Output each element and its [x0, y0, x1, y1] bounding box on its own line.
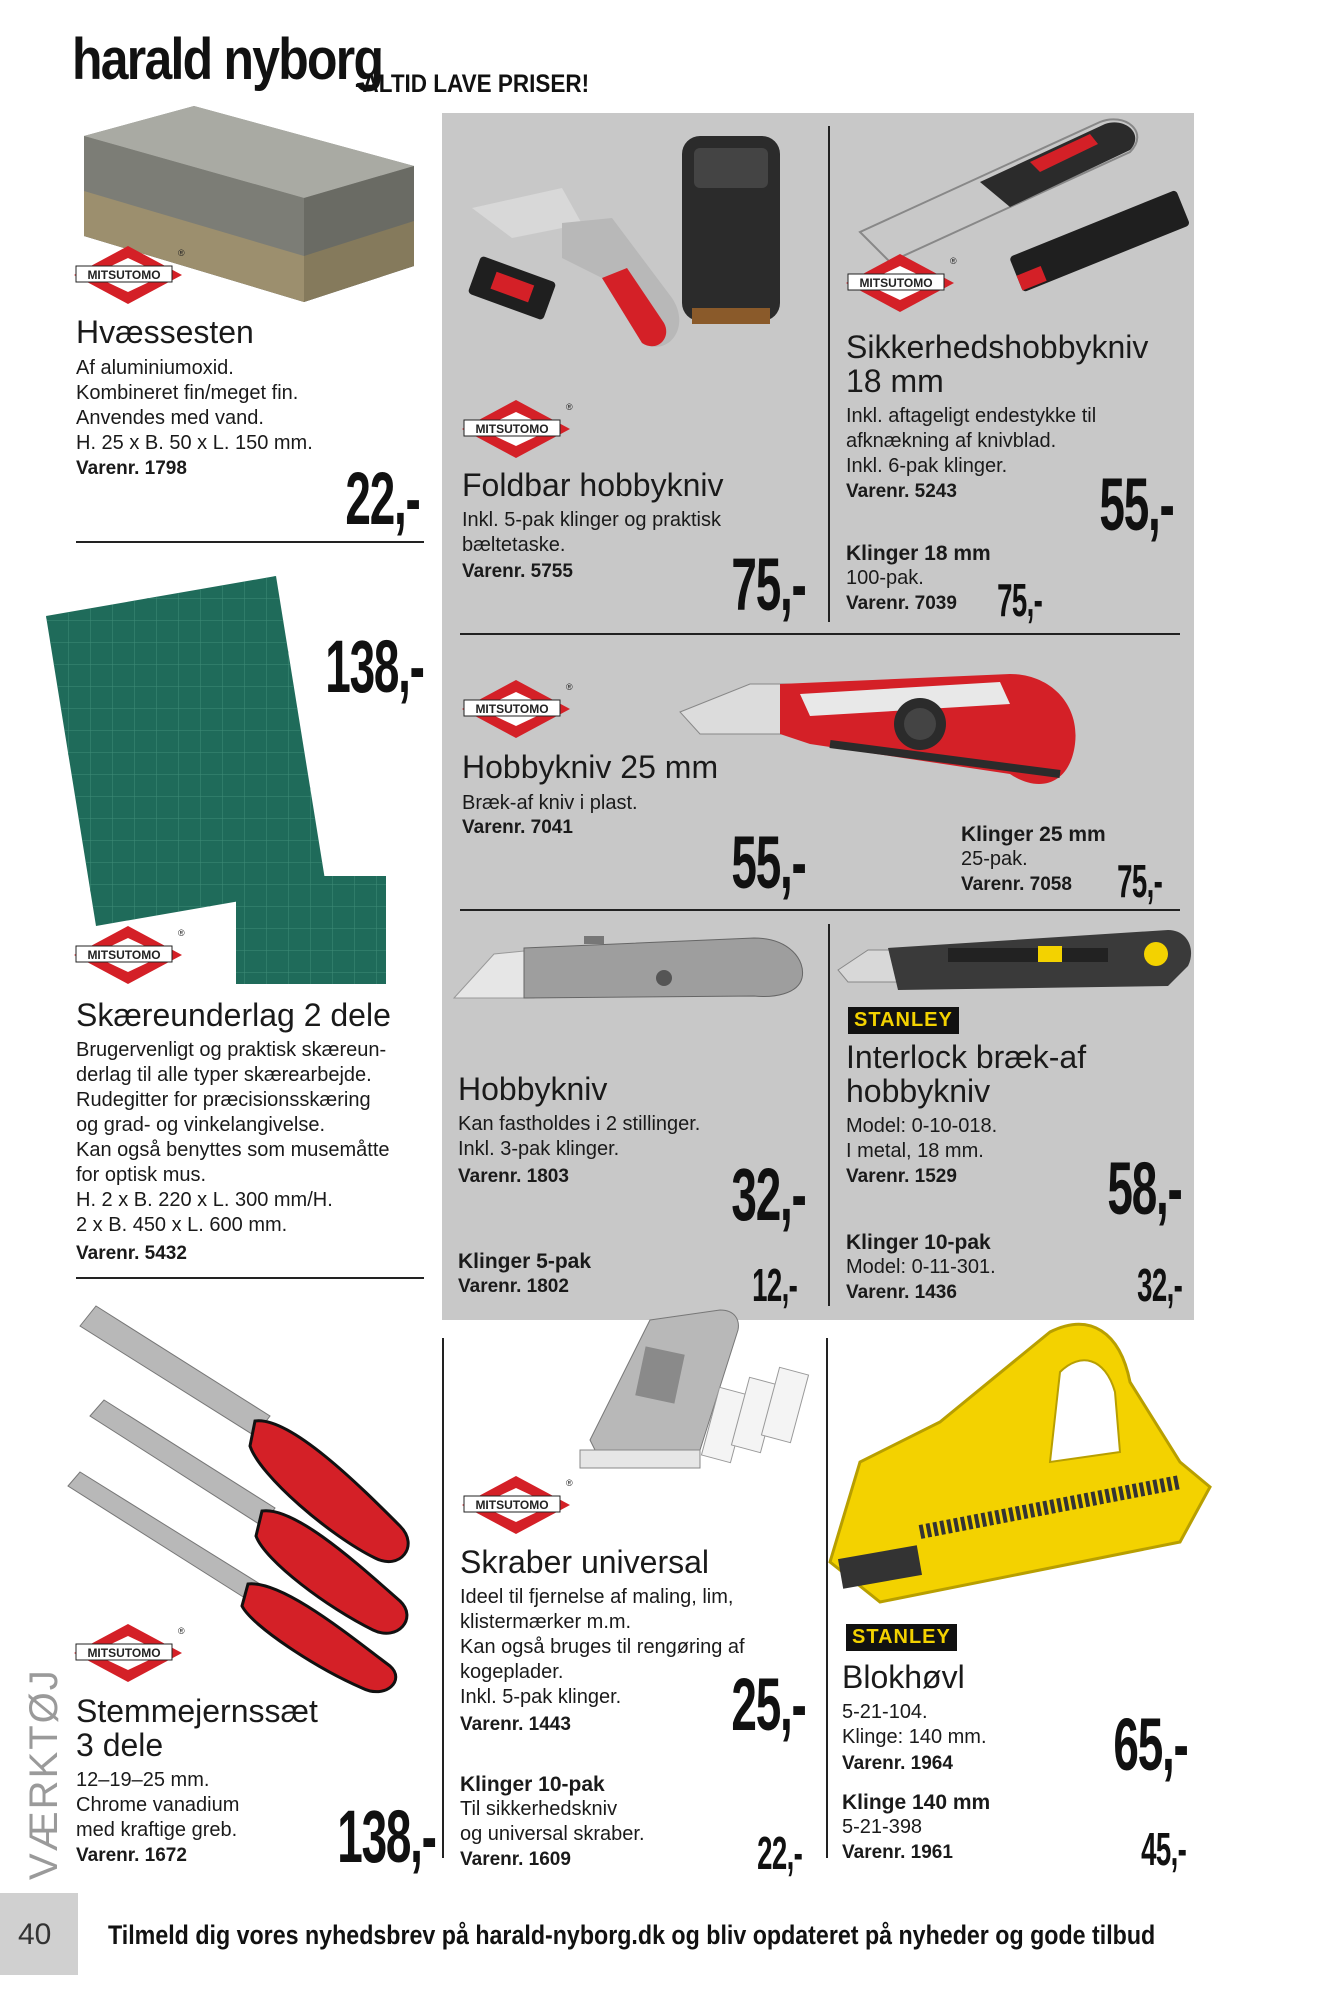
- accessory-title: Klinge 140 mm: [842, 1791, 991, 1814]
- accessory-price: 22,-: [756, 1827, 802, 1879]
- accessory-description: Til sikkerhedskniv og universal skraber.: [460, 1798, 645, 1845]
- svg-text:®: ®: [178, 248, 185, 258]
- item-number: Varenr. 5243: [846, 481, 957, 502]
- product-description: 12–19–25 mm. Chrome vanadium med kraftige greb.: [76, 1769, 240, 1841]
- product-description: Brugervenligt og praktisk skæreun- derlag til alle typer skærearbejde. Rudegitter for præcisionsskæring og grad- og vinkelangivelse. Kan også benyttes som musemåtte for optisk mus. H. 2 x B. 220 x L. 300 mm/H. 2 x B. 450 x L. 600 mm.: [76, 1039, 390, 1236]
- price: 138,-: [325, 625, 424, 708]
- stanley-logo: STANLEY: [846, 1624, 957, 1651]
- svg-text:MITSUTOMO: MITSUTOMO: [87, 948, 161, 962]
- stanley-logo: STANLEY: [848, 1007, 959, 1034]
- price: 25,-: [731, 1663, 806, 1746]
- product-title: Sikkerhedshobbykniv 18 mm: [846, 329, 1149, 399]
- accessory-price: 32,-: [1136, 1259, 1182, 1311]
- item-number: Varenr. 5755: [462, 561, 573, 582]
- accessory-item-number: Varenr. 1961: [842, 1842, 953, 1863]
- svg-text:®: ®: [178, 928, 185, 938]
- item-number: Varenr. 5432: [76, 1243, 187, 1264]
- item-number: Varenr. 1964: [842, 1753, 953, 1774]
- mitsutomo-logo: [74, 246, 185, 304]
- brand-tagline: -ALTID LAVE PRISER!: [355, 70, 590, 98]
- product-title: Blokhøvl: [842, 1659, 965, 1695]
- product-title: Hobbykniv 25 mm: [462, 749, 719, 785]
- svg-text:MITSUTOMO: MITSUTOMO: [475, 422, 549, 436]
- price: 55,-: [1099, 463, 1174, 546]
- divider-horizontal: [76, 1277, 424, 1279]
- mitsutomo-logo: [462, 680, 573, 738]
- svg-text:MITSUTOMO: MITSUTOMO: [475, 1498, 549, 1512]
- accessory-item-number: Varenr. 1802: [458, 1276, 569, 1297]
- accessory-price: 75,-: [1116, 855, 1162, 907]
- price: 75,-: [731, 543, 806, 626]
- svg-text:MITSUTOMO: MITSUTOMO: [475, 702, 549, 716]
- svg-text:®: ®: [950, 256, 957, 266]
- divider-vertical: [828, 126, 830, 622]
- block-plane-image: [820, 1312, 1220, 1612]
- item-number: Varenr. 1798: [76, 458, 187, 479]
- price: 55,-: [731, 821, 806, 904]
- accessory-item-number: Varenr. 1436: [846, 1282, 957, 1303]
- divider-horizontal: [460, 633, 1180, 635]
- accessory-title: Klinger 25 mm: [961, 823, 1106, 846]
- product-title: Foldbar hobbykniv: [462, 467, 724, 503]
- brand-logo: harald nyborg: [72, 27, 383, 92]
- product-description: Bræk-af kniv i plast.: [462, 792, 638, 814]
- mitsutomo-logo: [74, 1624, 185, 1682]
- accessory-title: Klinger 18 mm: [846, 542, 991, 565]
- price: 32,-: [731, 1153, 806, 1236]
- mitsutomo-logo: [846, 254, 957, 312]
- product-title: Skraber universal: [460, 1544, 709, 1580]
- product-title: Hobbykniv: [458, 1071, 608, 1107]
- product-description: Inkl. aftageligt endestykke til afknækning af knivblad. Inkl. 6-pak klinger.: [846, 405, 1097, 477]
- accessory-title: Klinger 10-pak: [846, 1231, 991, 1254]
- divider-vertical: [828, 924, 830, 1306]
- svg-text:®: ®: [178, 1626, 185, 1636]
- divider-horizontal: [76, 541, 424, 543]
- product-title: Skæreunderlag 2 dele: [76, 997, 391, 1033]
- product-description: Inkl. 5-pak klinger og praktisk bæltetaske.: [462, 509, 722, 556]
- price: 65,-: [1113, 1703, 1188, 1786]
- mitsutomo-logo: [462, 1476, 573, 1534]
- accessory-title: Klinger 10-pak: [460, 1773, 605, 1796]
- accessory-description: Model: 0-11-301.: [846, 1256, 996, 1278]
- accessory-item-number: Varenr. 7039: [846, 593, 957, 614]
- snap-off-knife-25mm-image: [680, 664, 1080, 814]
- product-description: Af aluminiumoxid. Kombineret fin/meget fin. Anvendes med vand. H. 25 x B. 50 x L. 150 mm.: [76, 357, 313, 454]
- svg-text:®: ®: [566, 1478, 573, 1488]
- product-title: Hvæssesten: [76, 314, 254, 350]
- product-description: Model: 0-10-018. I metal, 18 mm.: [846, 1115, 998, 1162]
- utility-knife-image: [454, 930, 808, 1010]
- item-number: Varenr. 1443: [460, 1714, 571, 1735]
- item-number: Varenr. 7041: [462, 817, 573, 838]
- item-number: Varenr. 1803: [458, 1166, 569, 1187]
- price: 58,-: [1107, 1147, 1182, 1230]
- accessory-price: 12,-: [751, 1259, 797, 1311]
- accessory-description: 25-pak.: [961, 848, 1028, 870]
- mitsutomo-logo: [74, 926, 185, 984]
- product-description: 5-21-104. Klinge: 140 mm.: [842, 1701, 987, 1748]
- product-title: Interlock bræk-af hobbykniv: [846, 1039, 1087, 1109]
- svg-text:®: ®: [566, 402, 573, 412]
- product-description: Ideel til fjernelse af maling, lim, klistermærker m.m. Kan også bruges til rengøring af kogeplader. Inkl. 5-pak klinger.: [460, 1586, 745, 1708]
- safety-knife-image: [850, 92, 1196, 267]
- svg-text:MITSUTOMO: MITSUTOMO: [87, 268, 161, 282]
- item-number: Varenr. 1672: [76, 1845, 187, 1866]
- price: 22,-: [345, 457, 420, 540]
- svg-text:MITSUTOMO: MITSUTOMO: [87, 1646, 161, 1660]
- page-number: 40: [18, 1918, 52, 1951]
- newsletter-banner: Tilmeld dig vores nyhedsbrev på harald-nyborg.dk og bliv opdateret på nyheder og gode tilbud: [108, 1920, 1156, 1950]
- accessory-item-number: Varenr. 1609: [460, 1849, 571, 1870]
- product-description: Kan fastholdes i 2 stillinger. Inkl. 3-pak klinger.: [458, 1113, 701, 1160]
- accessory-price: 45,-: [1140, 1823, 1186, 1875]
- divider-vertical: [442, 1338, 444, 1858]
- scraper-image: [580, 1310, 830, 1490]
- item-number: Varenr. 1529: [846, 1166, 957, 1187]
- accessory-item-number: Varenr. 7058: [961, 874, 1072, 895]
- price: 138,-: [337, 1795, 436, 1878]
- svg-text:MITSUTOMO: MITSUTOMO: [859, 276, 933, 290]
- mitsutomo-logo: [462, 400, 573, 458]
- accessory-title: Klinger 5-pak: [458, 1250, 592, 1273]
- divider-horizontal: [460, 909, 1180, 911]
- folding-knife-image: [452, 128, 812, 373]
- svg-text:®: ®: [566, 682, 573, 692]
- accessory-price: 75,-: [996, 574, 1042, 626]
- interlock-knife-image: [838, 920, 1196, 1010]
- accessory-description: 100-pak.: [846, 567, 924, 589]
- accessory-description: 5-21-398: [842, 1816, 923, 1838]
- section-label: VÆRKTØJ: [22, 1668, 66, 1880]
- product-title: Stemmejernssæt 3 dele: [76, 1693, 318, 1763]
